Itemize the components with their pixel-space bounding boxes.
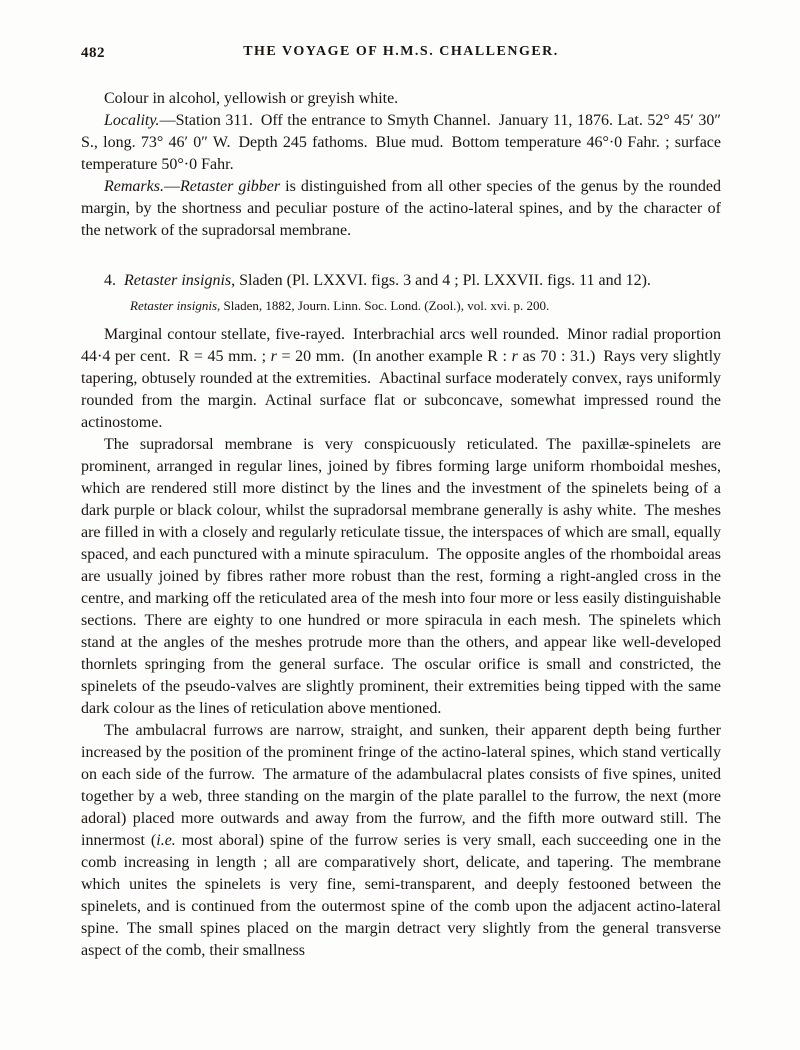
italic-text: Retaster gibber xyxy=(179,178,281,195)
paragraph xyxy=(81,720,721,962)
text-segment: — xyxy=(163,178,180,195)
text-segment: , Sladen (Pl. LXXVI. figs. 3 and 4 ; Pl. LXXVII. figs. 11 and 12). xyxy=(231,272,651,289)
italic-text: Locality. xyxy=(104,112,160,129)
paragraphs-container xyxy=(81,88,721,962)
text-segment: The ambulacral furrows are narrow, straight, and sunken, their apparent depth being further increased by the position of the prominent fringe of the actino-lateral spines, which stand vertically on each side of the furrow. The armature of the adambulacral plates consists of five spines, united together by a web, three standing on the margin of the plate parallel to the furrow, the next (more adoral) placed more outwards and away from the furrow, and the fifth more outward still. The innermost ( xyxy=(81,722,721,849)
paragraph xyxy=(81,110,721,176)
text-segment: , Sladen, 1882, Journ. Linn. Soc. Lond. (Zool.), vol. xvi. p. 200. xyxy=(217,298,550,313)
text-segment: as 70 : 31.) Rays very slightly tapering, obtusely rounded at the extremities. Abactinal surface moderately convex, rays uniformly rounded from the margin. Actinal surface flat or subconcave, somewhat impressed round the actinostome. xyxy=(81,348,722,431)
italic-text: i.e. xyxy=(156,832,176,849)
text-segment: is distinguished from all other species of the genus by the rounded margin, by the shortness and peculiar posture of the actino-lateral spines, and by the character of the network of the supradorsal membrane. xyxy=(81,178,722,239)
italic-text: r xyxy=(270,348,277,365)
italic-text: Remarks. xyxy=(104,178,164,195)
paragraph xyxy=(81,324,721,434)
italic-text: r xyxy=(511,348,518,365)
page-number: 482 xyxy=(81,45,105,61)
text-segment: = 20 mm. (In another example R : xyxy=(276,348,512,365)
text-segment: The supradorsal membrane is very conspicuously reticulated. The paxillæ-spinelets are prominent, arranged in regular lines, joined by fibres forming large uniform rhomboidal meshes, which are rendered still more distinct by the lines and the investment of the spinelets being of a dark purple or black colour, whilst the supradorsal membrane generally is ashy white. The meshes are filled in with a closely and regularly reticulate tissue, the interspaces of which are small, equally spaced, and each punctured with a minute spiraculum. The opposite angles of the rhomboidal areas are usually joined by fibres rather more robust than the rest, forming a right-angled cross in the centre, and marking off the reticulated area of the mesh into four more or less easily distinguishable sections. There are eighty to one hundred or more spiracula in each mesh. The spinelets which stand at the angles of the meshes protrude more than the others, and appear like well-developed thornlets springing from the general surface. The oscular orifice is small and constricted, the spinelets of the pseudo-valves are slightly prominent, their extremities being tipped with the same dark colour as the lines of reticulation above mentioned. xyxy=(81,436,721,717)
text-segment: Colour in alcohol, yellowish or greyish white. xyxy=(104,90,399,107)
text-segment: —Station 311. Off the entrance to Smyth Channel. January 11, 1876. Lat. 52° 45′ 30″ S., long. 73° 46′ 0″ W. Depth 245 fathoms. Blue mud. Bottom temperature 46°·0 Fahr. ; surface temperature 50°·0 Fahr. xyxy=(81,112,721,173)
paragraph xyxy=(81,88,721,110)
page xyxy=(81,44,721,962)
paragraph xyxy=(81,434,721,720)
running-title: THE VOYAGE OF H.M.S. CHALLENGER. xyxy=(243,44,559,59)
italic-text: Retaster insignis xyxy=(130,298,218,313)
species-citation xyxy=(130,297,721,315)
running-head xyxy=(81,44,721,64)
text-segment: 4. xyxy=(104,272,124,289)
species-heading xyxy=(81,270,721,292)
text-segment: most aboral) spine of the furrow series is very small, each succeeding one in the comb increasing in length ; all are comparatively short, delicate, and tapering. The membrane which unites the spinelets is very fine, semi-transparent, and deeply festooned between the spinelets, and is continued from the outermost spine of the comb upon the adjacent actino-lateral spine. The small spines placed on the margin detract very slightly from the general transverse aspect of the comb, their smallness xyxy=(81,832,721,959)
italic-text: Retaster insignis xyxy=(124,272,232,289)
paragraph xyxy=(81,176,721,242)
text-segment: Marginal contour stellate, five-rayed. Interbrachial arcs well rounded. Minor radial proportion 44·4 per cent. R = 45 mm. ; xyxy=(81,326,721,365)
